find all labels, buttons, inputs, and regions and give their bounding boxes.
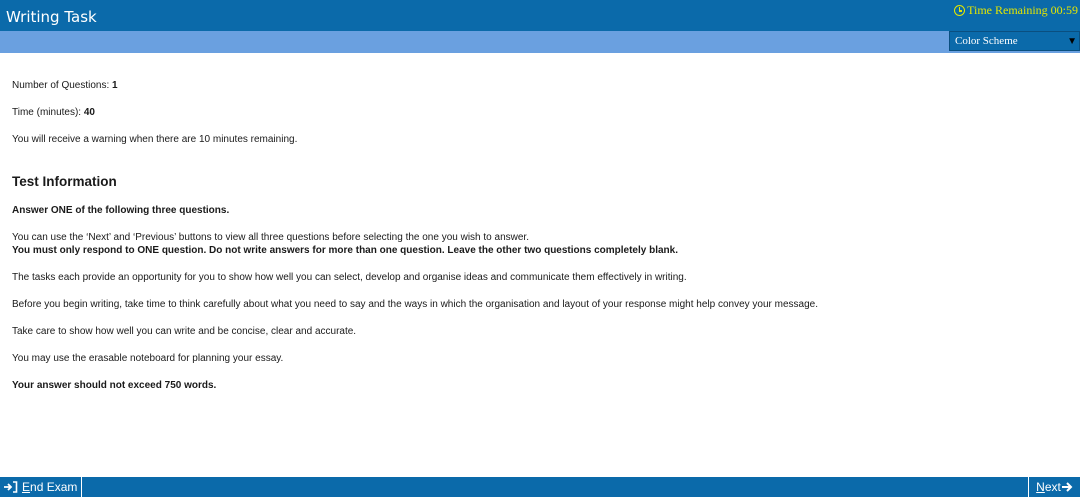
time-minutes [12,107,95,118]
page-title: Writing Task [6,8,97,26]
time-minutes-label: Time (minutes): [12,107,82,118]
arrow-right-icon [1062,481,1073,493]
time-remaining [954,3,1078,18]
number-of-questions-label: Number of Questions: [12,80,110,91]
footer-bar [0,477,1080,497]
tasks-description: The tasks each provide an opportunity for you to show how well you can select, develop and organise ideas and communicate them effectively in writing. [12,272,687,283]
color-scheme-select[interactable] [949,31,1080,51]
next-button[interactable] [1028,477,1080,497]
time-remaining-label: Time Remaining 00:59 [967,3,1078,17]
warning-text: You will receive a warning when there are 10 minutes remaining. [12,134,298,145]
answer-one-instruction: Answer ONE of the following three questions. [12,205,230,216]
end-exam-button[interactable] [0,477,82,497]
end-exam-label: End Exam [22,480,78,494]
noteboard-info: You may use the erasable noteboard for planning your essay. [12,353,284,364]
before-writing-advice: Before you begin writing, take time to think carefully about what you need to say and the ways in which the organisation and layout of your response might help convey your message. [12,299,819,310]
navigation-instruction: You can use the ‘Next’ and ‘Previous’ buttons to view all three questions before selecting the one you wish to answer. [12,232,529,243]
number-of-questions-value: 1 [112,80,118,91]
color-scheme-label: Color Scheme [955,35,1018,47]
respond-one-warning: You must only respond to ONE question. Do not write answers for more than one question. Leave the other two questions completely blank. [12,245,679,256]
word-limit: Your answer should not exceed 750 words. [12,380,217,391]
clock-icon [954,5,965,16]
take-care-advice: Take care to show how well you can write and be concise, clear and accurate. [12,326,357,337]
dropdown-arrow-icon: ▼ [1067,36,1077,47]
exit-icon [4,481,18,493]
header-bar [0,0,1080,31]
test-information-heading: Test Information [12,174,117,189]
number-of-questions [12,80,118,91]
next-label: Next [1036,480,1061,494]
toolbar-band [0,31,1080,53]
time-minutes-value: 40 [83,107,95,118]
